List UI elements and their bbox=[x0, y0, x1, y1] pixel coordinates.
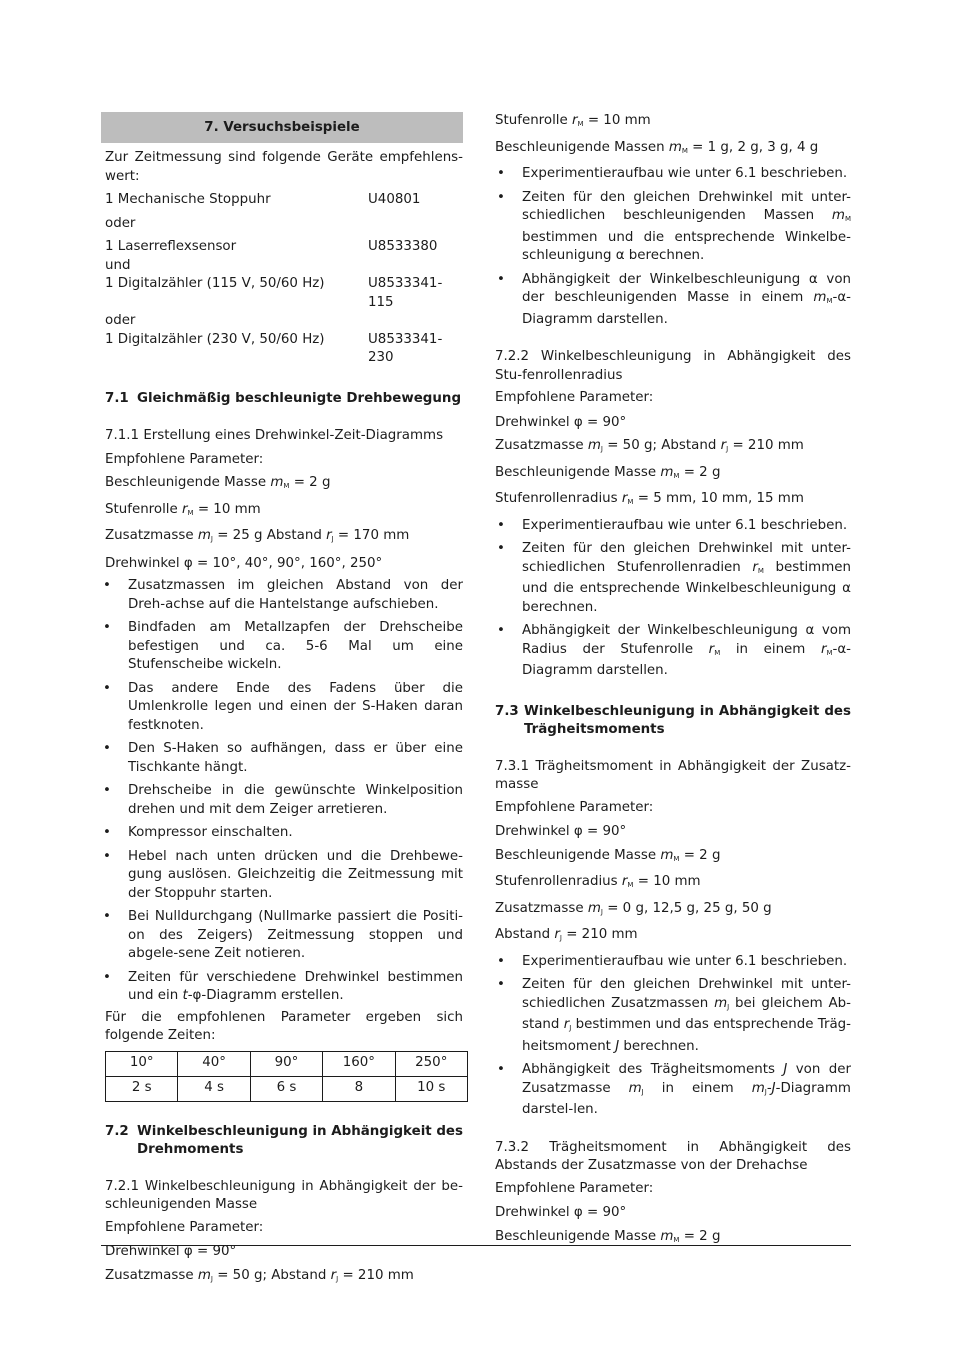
device-code: U8533380 bbox=[368, 239, 438, 254]
list-item: • Abhängigkeit des Trägheitsmoments J von der Zusatzmasse $m_J$ in einem $m_J-J$-Diagramm darstel-len. bbox=[495, 1061, 851, 1120]
heading-7-2 bbox=[101, 1123, 463, 1160]
list-item: • Drehscheibe in die gewünschte Winkelposition drehen und mit dem Zeiger arretieren. bbox=[101, 782, 463, 819]
heading-number: 7.3 bbox=[495, 703, 519, 719]
device-row bbox=[105, 238, 463, 257]
device-separator: und bbox=[105, 257, 131, 273]
params-label: Empfohlene Parameter: bbox=[495, 390, 654, 405]
param-line: Stufenrollenradius $r_M = 5$ mm, 10 mm, 15 mm bbox=[495, 491, 804, 506]
device-name: 1 Digitalzähler (230 V, 50/60 Hz) bbox=[105, 331, 325, 347]
heading-text: Winkelbeschleunigung in Abhängigkeit des Trägheitsmoments bbox=[524, 703, 851, 737]
heading-7-3 bbox=[495, 703, 851, 740]
param-line: Beschleunigende Masse $m_M = 2$ g bbox=[495, 1228, 721, 1244]
right-column bbox=[495, 112, 851, 1249]
params-label: Empfohlene Parameter: bbox=[495, 1180, 654, 1196]
list-item: • Experimentieraufbau wie unter 6.1 beschrieben. bbox=[495, 165, 851, 184]
table-cell: 6 s bbox=[250, 1076, 322, 1101]
param-line: Drehwinkel φ = 90° bbox=[495, 824, 627, 839]
table-row bbox=[106, 1076, 468, 1101]
table-cell: 2 s bbox=[106, 1076, 178, 1101]
list-item: • Den S-Haken so aufhängen, dass er über eine Tischkante hängt. bbox=[101, 740, 463, 777]
table-cell: 10° bbox=[106, 1051, 178, 1076]
device-name: 1 Laserreflexsensor bbox=[105, 239, 237, 254]
subheading-7-1-1: 7.1.1 Erstellung eines Drehwinkel-Zeit-Diagramms bbox=[105, 428, 444, 443]
heading-number: 7.1 bbox=[105, 390, 129, 406]
table-cell: 10 s bbox=[395, 1076, 467, 1101]
device-separator: oder bbox=[105, 313, 136, 328]
list-item: • Zeiten für verschiedene Drehwinkel bestimmen und ein t-φ-Diagramm erstellen. bbox=[101, 969, 463, 1006]
list-item: • Bindfaden am Metallzapfen der Drehscheibe befestigen und ca. 5-6 Mal um eine Stufenscheibe wickeln. bbox=[101, 619, 463, 675]
param-line: Stufenrolle $r_M = 10$ mm bbox=[495, 113, 651, 128]
param-line: Drehwinkel φ = 90° bbox=[105, 1244, 237, 1259]
param-line: Zusatzmasse $m_J = 0$ g, 12,5 g, 25 g, 50 g bbox=[495, 900, 772, 916]
params-label: Empfohlene Parameter: bbox=[105, 1219, 264, 1235]
footer-rule bbox=[101, 1245, 851, 1246]
params-label: Empfohlene Parameter: bbox=[105, 451, 264, 467]
table-cell: 250° bbox=[395, 1051, 467, 1076]
device-row bbox=[105, 331, 463, 368]
subheading-7-2-1: 7.2.1 Winkelbeschleunigung in Abhängigkeit der be-schleunigenden Masse bbox=[105, 1178, 463, 1212]
device-name: 1 Mechanische Stoppuhr bbox=[105, 192, 271, 207]
left-column bbox=[101, 112, 463, 1288]
device-separator: oder bbox=[105, 215, 136, 231]
steps-list bbox=[101, 577, 463, 1006]
heading-text: Winkelbeschleunigung in Abhängigkeit des Drehmoments bbox=[137, 1123, 463, 1157]
heading-7-1 bbox=[101, 390, 463, 409]
list-item: • Kompressor einschalten. bbox=[101, 824, 463, 843]
list-item: • Hebel nach unten drücken und die Drehbewe-gung auslösen. Gleichzeitig die Zeitmessung mit der Stoppuhr starten. bbox=[101, 848, 463, 904]
list-item: • Zeiten für den gleichen Drehwinkel mit unter-schiedlichen Zusatzmassen $m_J$ bei gleichem Ab-stand $r_J$ bestimmen und das entsprechende Träg-heitsmoment J berechnen. bbox=[495, 976, 851, 1056]
param-line: Stufenrollenradius $r_M = 10$ mm bbox=[495, 874, 701, 889]
param-line: Beschleunigende Massen $m_M = 1$ g, 2 g, 3 g, 4 g bbox=[495, 139, 819, 155]
list-item: • Bei Nulldurchgang (Nullmarke passiert die Positi-on des Zeigers) Zeitmessung stoppen und abgele-sene Zeit notieren. bbox=[101, 908, 463, 964]
device-list bbox=[101, 191, 463, 368]
table-cell: 4 s bbox=[178, 1076, 250, 1101]
list-item: • Zeiten für den gleichen Drehwinkel mit unter-schiedlichen Stufenrollenradien $r_M$ bestimmen und die entsprechende Winkelbeschleunigung α berechnen. bbox=[495, 540, 851, 617]
param-line: Beschleunigende Masse $m_M = 2$ g bbox=[495, 464, 721, 480]
list-item: • Zusatzmassen im gleichen Abstand von der Dreh-achse auf die Hantelstange aufschieben. bbox=[101, 577, 463, 614]
param-line: Zusatzmasse $m_J = 25$ g Abstand $r_J = 170$ mm bbox=[105, 528, 410, 543]
param-line: Beschleunigende Masse $m_M = 2$ g bbox=[495, 847, 721, 863]
times-table bbox=[105, 1051, 468, 1102]
section-banner bbox=[101, 112, 463, 143]
steps-list bbox=[495, 165, 851, 329]
device-code: U8533341-230 bbox=[368, 331, 443, 365]
param-line: Abstand $r_J = 210$ mm bbox=[495, 927, 638, 942]
device-row bbox=[105, 191, 463, 210]
list-item: • Experimentieraufbau wie unter 6.1 beschrieben. bbox=[495, 517, 851, 536]
param-line: Zusatzmasse $m_J = 50$ g; Abstand $r_J = 210$ mm bbox=[105, 1267, 414, 1283]
heading-number: 7.2 bbox=[105, 1123, 129, 1139]
device-code: U8533341-115 bbox=[368, 276, 443, 310]
intro-text: Zur Zeitmessung sind folgende Geräte empfehlens-wert: bbox=[105, 150, 463, 184]
subheading-7-2-2: 7.2.2 Winkelbeschleunigung in Abhängigkeit des Stu-fenrollenradius bbox=[495, 349, 851, 383]
param-line: Drehwinkel φ = 90° bbox=[495, 1205, 627, 1220]
list-item: • Abhängigkeit der Winkelbeschleunigung α vom Radius der Stufenrolle $r_M$ in einem $r_M-\alpha$-Diagramm darstellen. bbox=[495, 622, 851, 681]
param-line: Drehwinkel φ = 10°, 40°, 90°, 160°, 250° bbox=[105, 555, 383, 571]
subheading-7-3-2: 7.3.2 Trägheitsmoment in Abhängigkeit des Abstands der Zusatzmasse von der Drehachse bbox=[495, 1139, 851, 1173]
device-code: U40801 bbox=[368, 192, 421, 207]
list-item: • Zeiten für den gleichen Drehwinkel mit unter-schiedlichen beschleunigenden Massen $m_M$ bestimmen und die entsprechende Winkelbe-schleunigung α berechnen. bbox=[495, 189, 851, 266]
table-cell: 40° bbox=[178, 1051, 250, 1076]
device-row bbox=[105, 275, 463, 312]
table-cell: 160° bbox=[323, 1051, 395, 1076]
param-line: Drehwinkel φ = 90° bbox=[495, 414, 627, 430]
list-item: • Experimentieraufbau wie unter 6.1 beschrieben. bbox=[495, 953, 851, 972]
table-cell: 90° bbox=[250, 1051, 322, 1076]
steps-list bbox=[495, 517, 851, 681]
result-text: Für die empfohlenen Parameter ergeben sich folgende Zeiten: bbox=[105, 1009, 463, 1043]
heading-text: Gleichmäßig beschleunigte Drehbewegung bbox=[137, 390, 462, 406]
params-label: Empfohlene Parameter: bbox=[495, 799, 654, 815]
steps-list bbox=[495, 953, 851, 1120]
section-title: 7. Versuchsbeispiele bbox=[204, 120, 360, 135]
list-item: • Das andere Ende des Fadens über die Umlenkrolle legen und einen der S-Haken daran festknoten. bbox=[101, 680, 463, 736]
subheading-7-3-1: 7.3.1 Trägheitsmoment in Abhängigkeit der Zusatz-masse bbox=[495, 758, 851, 792]
list-item: • Abhängigkeit der Winkelbeschleunigung α von der beschleunigenden Masse in einem $m_M-\alpha$-Diagramm darstellen. bbox=[495, 271, 851, 330]
table-cell: 8 bbox=[323, 1076, 395, 1101]
param-line: Beschleunigende Masse $m_M = 2$ g bbox=[105, 475, 331, 490]
param-line: Stufenrolle $r_M = 10$ mm bbox=[105, 501, 261, 517]
device-name: 1 Digitalzähler (115 V, 50/60 Hz) bbox=[105, 276, 325, 291]
table-row bbox=[106, 1051, 468, 1076]
param-line: Zusatzmasse $m_J = 50$ g; Abstand $r_J = 210$ mm bbox=[495, 438, 804, 453]
